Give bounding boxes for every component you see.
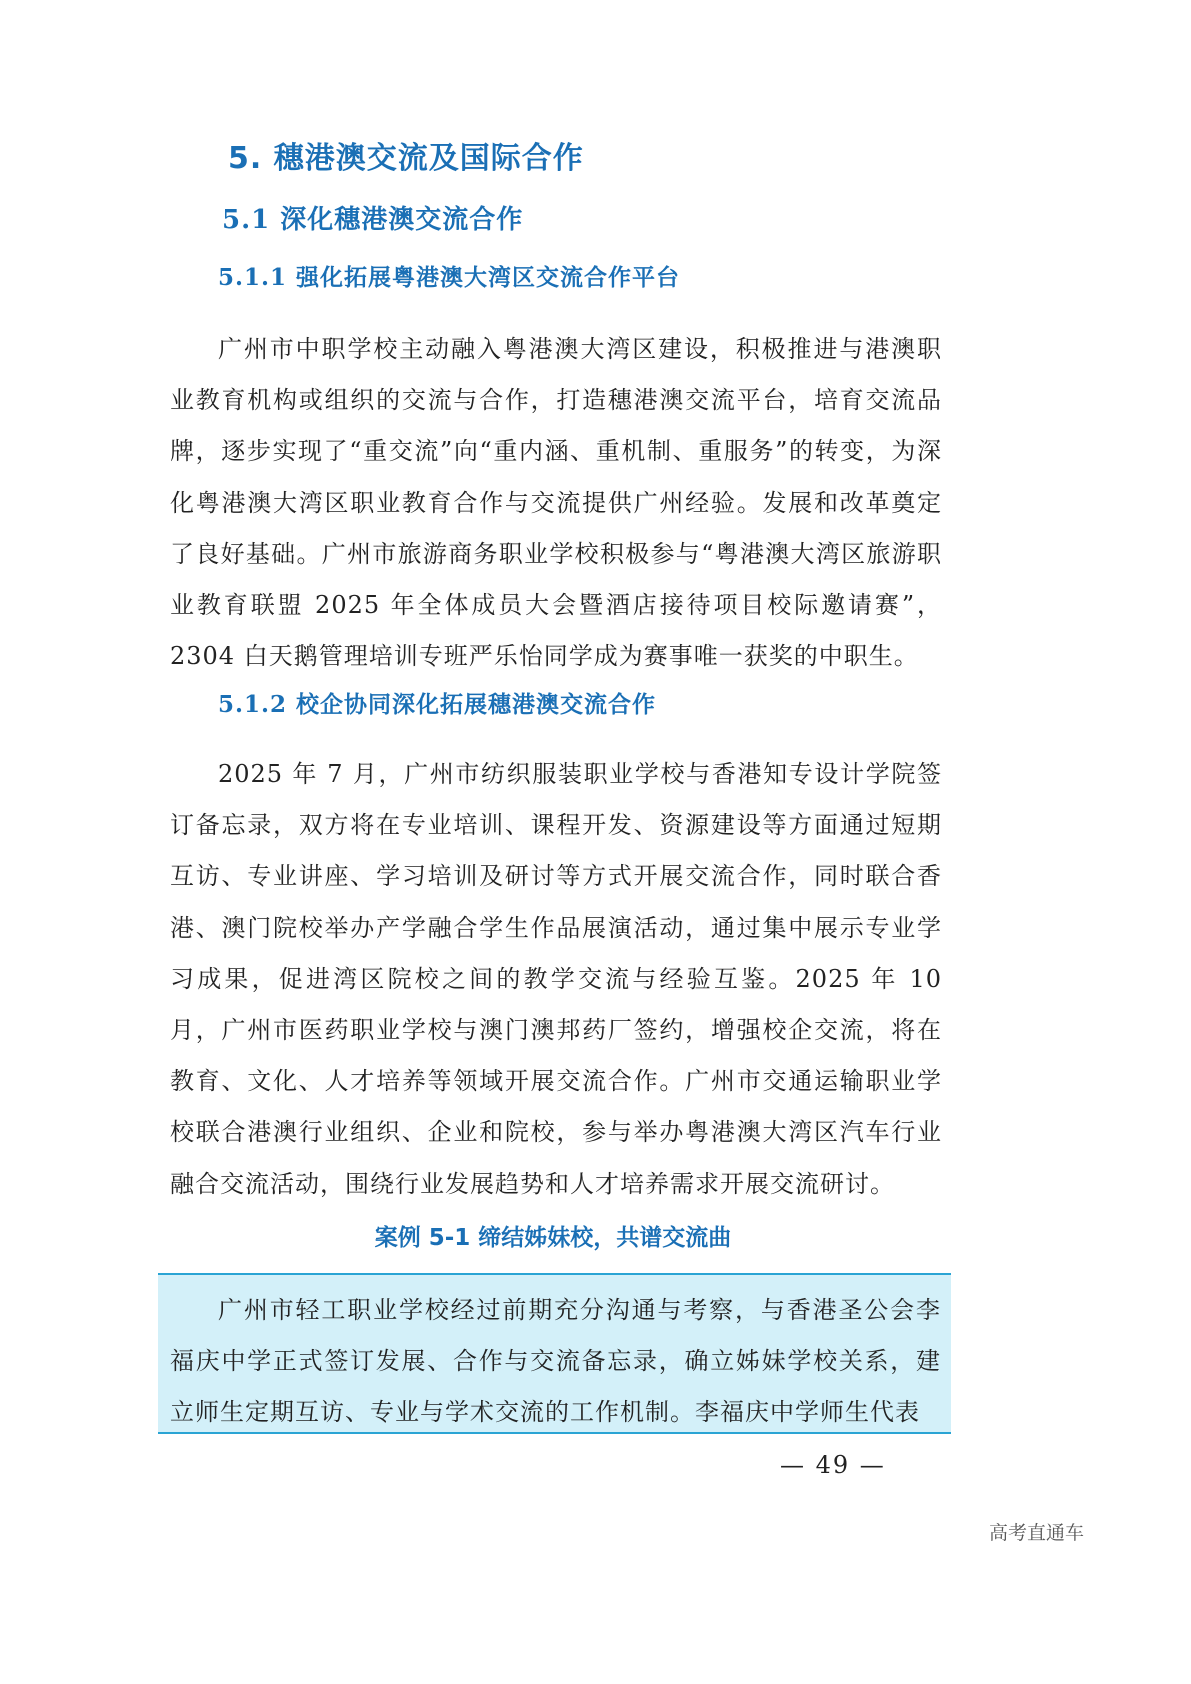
case-text: 广州市轻工职业学校经过前期充分沟通与考察，与香港圣公会李福庆中学正式签订发展、合作与交流备忘录，确立姊妹学校关系，建立师生定期互访、专业与学术交流的工作机制。李福庆中学师生代表 [170, 1296, 941, 1427]
subsubsection-title-5-1-1: 5.1.1 强化拓展粤港澳大湾区交流合作平台 [218, 264, 681, 291]
subsubsection-title-5-1-2: 5.1.2 校企协同深化拓展穗港澳交流合作 [218, 691, 657, 718]
paragraph-5-1-2: 2025 年 7 月，广州市纺织服装职业学校与香港知专设计学院签订备忘录，双方将在专业培训、课程开发、资源建设等方面通过短期互访、专业讲座、学习培训及研讨等方式开展交流合作，同时联合香港、澳门院校举办产学融合学生作品展演活动，通过集中展示专业学习成果，促进湾区院校之间的教学交流与经验互鉴。2025 年 10 月，广州市医药职业学校与澳门澳邦药厂签约，增强校企交流，将在教育、文化、人才培养等领域开展交流合作。广州市交通运输职业学校联合港澳行业组织、企业和院校，参与举办粤港澳大湾区汽车行业融合交流活动，围绕行业发展趋势和人才培养需求开展交流研讨。 [170, 760, 942, 1198]
paragraph-5-1-1: 广州市中职学校主动融入粤港澳大湾区建设，积极推进与港澳职业教育机构或组织的交流与合作，打造穗港澳交流平台，培育交流品牌，逐步实现了“重交流”向“重内涵、重机制、重服务”的转变，为深化粤港澳大湾区职业教育合作与交流提供广州经验。发展和改革奠定了良好基础。广州市旅游商务职业学校积极参与“粤港澳大湾区旅游职业教育联盟 2025 年全体成员大会暨酒店接待项目校际邀请赛”，2304 白天鹅管理培训专班严乐怡同学成为赛事唯一获奖的中职生。 [170, 335, 942, 671]
subsection-title: 5.1 深化穗港澳交流合作 [222, 205, 524, 235]
section-title: 5. 穗港澳交流及国际合作 [228, 141, 584, 176]
page-number: — 49 — [780, 1451, 886, 1479]
case-title: 案例 5-1 缔结姊妹校，共谱交流曲 [374, 1225, 732, 1251]
watermark-text: 高考直通车 [988, 1522, 1084, 1544]
case-box [158, 1273, 951, 1434]
